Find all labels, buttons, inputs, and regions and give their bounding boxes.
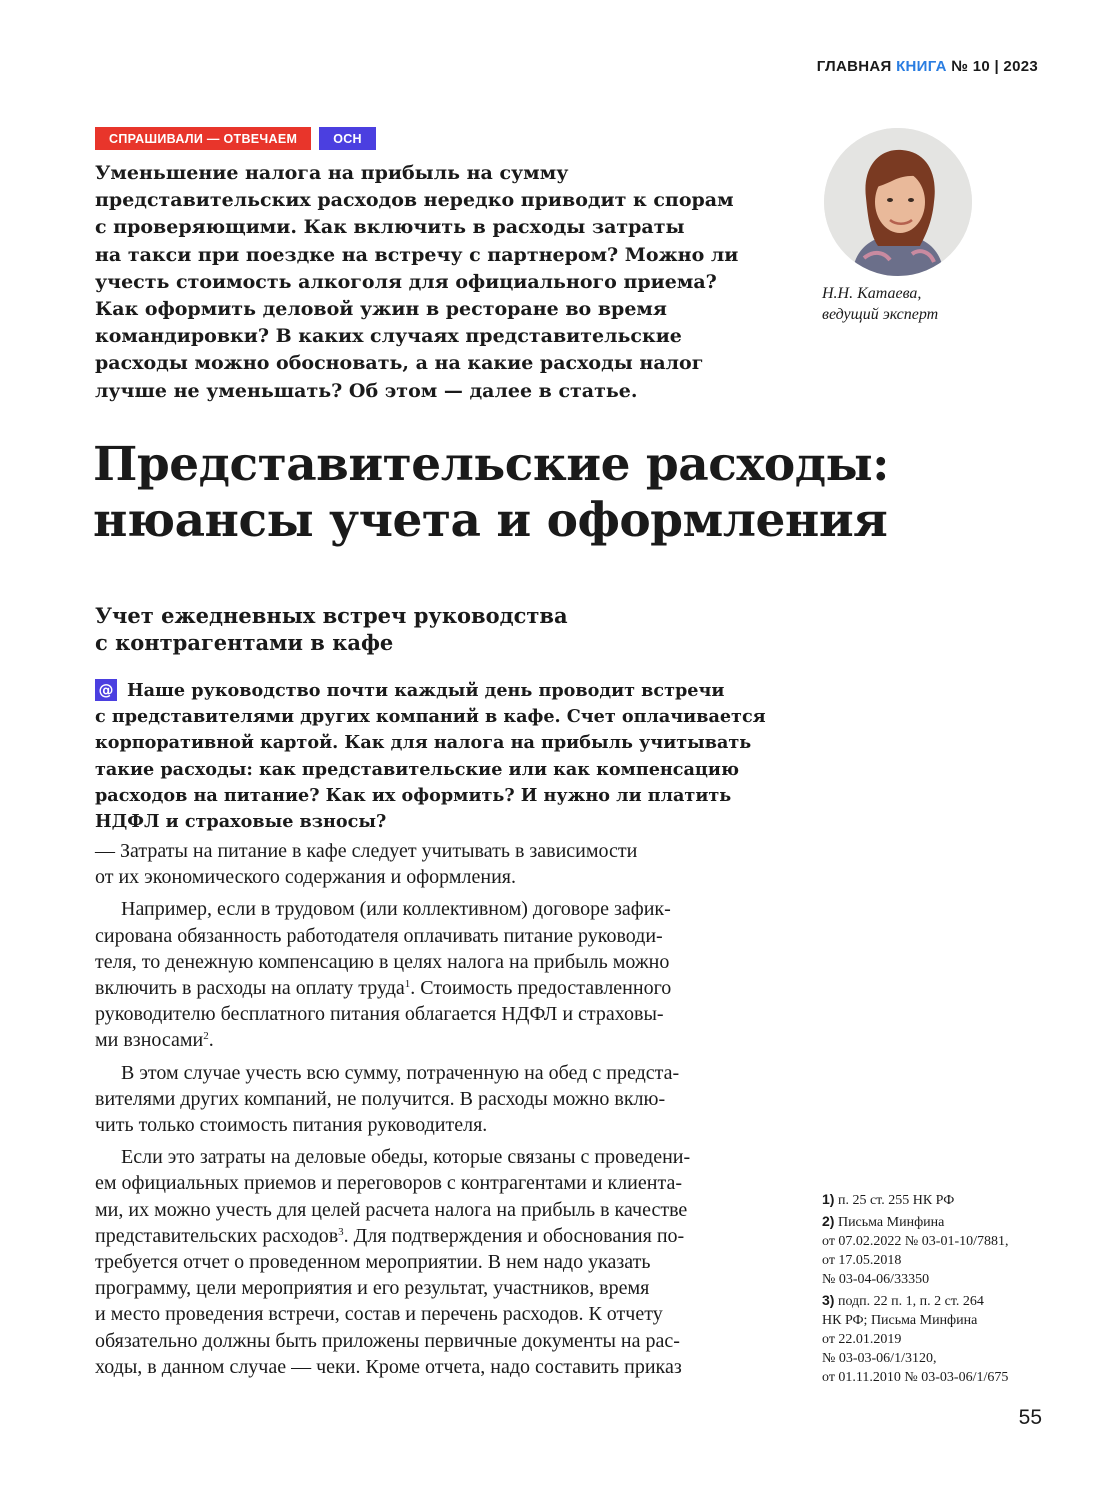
rubric-tag-qa: СПРАШИВАЛИ — ОТВЕЧАЕМ (95, 127, 311, 150)
author-photo (824, 128, 972, 276)
rubric-tag-osn: ОСН (319, 127, 376, 150)
reader-question (95, 678, 785, 835)
footnote-ref-2: 2 (203, 1030, 209, 1043)
body-line: ми, их можно учесть для целей расчета налога на прибыль в качестве (95, 1198, 688, 1221)
footnotes (822, 1190, 1009, 1389)
footnote-2: 2) Письма Минфина от 07.02.2022 № 03-01-10/7881, от 17.05.2018 № 03-04-06/33350 (822, 1213, 1009, 1287)
footnote-ref-3: 3 (338, 1225, 344, 1238)
journal-header (817, 58, 1038, 75)
body-line: В этом случае учесть всю сумму, потраченную на обед с предста- (121, 1061, 680, 1084)
footnote-line: № 03-04-06/33350 (822, 1272, 930, 1287)
journal-name-part2: КНИГА (896, 58, 947, 75)
subhead-line: Учет ежедневных встреч руководства (95, 603, 568, 628)
body-line: теля, то денежную компенсацию в целях налога на прибыль можно (95, 950, 670, 973)
article-body (95, 838, 775, 1380)
body-line: представительских расходов$^3$. Для подтверждения и обоснования по- (95, 1224, 685, 1247)
footnote-number: 1) (822, 1191, 835, 1207)
body-line: ми взносами$^2$. (95, 1029, 214, 1052)
body-line: от их экономического содержания и оформления. (95, 866, 516, 889)
question-line: такие расходы: как представительские или как компенсацию (95, 758, 739, 780)
question-line: с представителями других компаний в кафе. Счет оплачивается (95, 706, 766, 728)
body-line: обязательно должны быть приложены первичные документы на рас- (95, 1329, 680, 1352)
footnote-1: 1) п. 25 ст. 255 НК РФ (822, 1191, 955, 1208)
article-lead (95, 160, 785, 405)
at-sign-icon: @ (95, 679, 117, 701)
lead-line: учесть стоимость алкоголя для официального приема? (95, 270, 717, 293)
question-line: корпоративной картой. Как для налога на прибыль учитывать (95, 732, 752, 754)
question-line: @ Наше руководство почти каждый день проводит встречи (95, 678, 785, 704)
footnote-number: 3) (822, 1292, 835, 1308)
body-line: Если это затраты на деловые обеды, которые связаны с проведени- (121, 1146, 691, 1169)
body-line: — Затраты на питание в кафе следует учитывать в зависимости (95, 840, 638, 862)
footnote-line: № 03-03-06/1/3120, (822, 1351, 937, 1366)
page-number: 55 (1018, 1406, 1042, 1429)
subhead-line: с контрагентами в кафе (95, 630, 394, 655)
rubric-tags (95, 127, 376, 150)
body-line: и место проведения встречи, состав и перечень расходов. К отчету (95, 1303, 663, 1326)
footnote-line: от 01.11.2010 № 03-03-06/1/675 (822, 1370, 1009, 1385)
body-line: ходы, в данном случае — чеки. Кроме отчета, надо составить приказ (95, 1355, 682, 1378)
question-line: НДФЛ и страховые взносы? (95, 811, 387, 833)
question-line: расходов на питание? Как их оформить? И нужно ли платить (95, 784, 732, 806)
author-portrait-icon (824, 128, 972, 276)
footnote-number: 2) (822, 1213, 835, 1229)
footnote-line: НК РФ; Письма Минфина (822, 1313, 978, 1328)
body-line: чить только стоимость питания руководителя. (95, 1114, 488, 1137)
footnote-ref-1: 1 (404, 978, 411, 991)
body-line: включить в расходы на оплату труда$^1$. Стоимость предоставленного (95, 977, 672, 1000)
lead-line: с проверяющими. Как включить в расходы затраты (95, 216, 685, 239)
lead-line: командировки? В каких случаях представительские (95, 325, 682, 348)
body-line: требуется отчет о проведенном мероприятии. В нем надо указать (95, 1251, 651, 1274)
footnote-line: от 22.01.2019 (822, 1332, 902, 1347)
issue-number: № 10 | 2023 (951, 58, 1038, 75)
article-title (93, 437, 889, 549)
body-line: программу, цели мероприятия и его результат, участников, время (95, 1277, 650, 1300)
lead-line: Уменьшение налога на прибыль на сумму (95, 162, 569, 184)
footnote-line: от 07.02.2022 № 03-01-10/7881, (822, 1234, 1009, 1249)
lead-line: представительских расходов нередко приводит к спорам (95, 189, 734, 212)
author-name: Н.Н. Катаева, (822, 285, 922, 302)
author-role: ведущий эксперт (822, 306, 939, 323)
journal-name-part1: ГЛАВНАЯ (816, 58, 892, 75)
footnote-line: от 17.05.2018 (822, 1253, 902, 1268)
author-caption (822, 283, 938, 325)
lead-line: на такси при поездке на встречу с партнером? Можно ли (95, 243, 739, 266)
body-line: Например, если в трудовом (или коллективном) договоре зафик- (121, 898, 671, 921)
body-line: вителями других компаний, не получится. В расходы можно вклю- (95, 1087, 666, 1110)
title-line: Представительские расходы: (93, 437, 890, 492)
body-line: ем официальных приемов и переговоров с контрагентами и клиента- (95, 1172, 682, 1195)
lead-line: расходы можно обосновать, а на какие расходы налог (95, 352, 704, 375)
title-line: нюансы учета и оформления (93, 493, 888, 548)
lead-line: Как оформить деловой ужин в ресторане во время (95, 298, 667, 321)
body-line: руководителю бесплатного питания облагается НДФЛ и страховы- (95, 1003, 664, 1026)
section-heading (95, 602, 568, 656)
lead-line: лучше не уменьшать? Об этом — далее в статье. (95, 379, 638, 402)
footnote-3: 3) подп. 22 п. 1, п. 2 ст. 264 НК РФ; Письма Минфина от 22.01.2019 № 03-03-06/1/3120, от 01.11.2010 № 03-03-06/1/675 (822, 1292, 1009, 1385)
body-line: сирована обязанность работодателя оплачивать питание руководи- (95, 924, 663, 947)
